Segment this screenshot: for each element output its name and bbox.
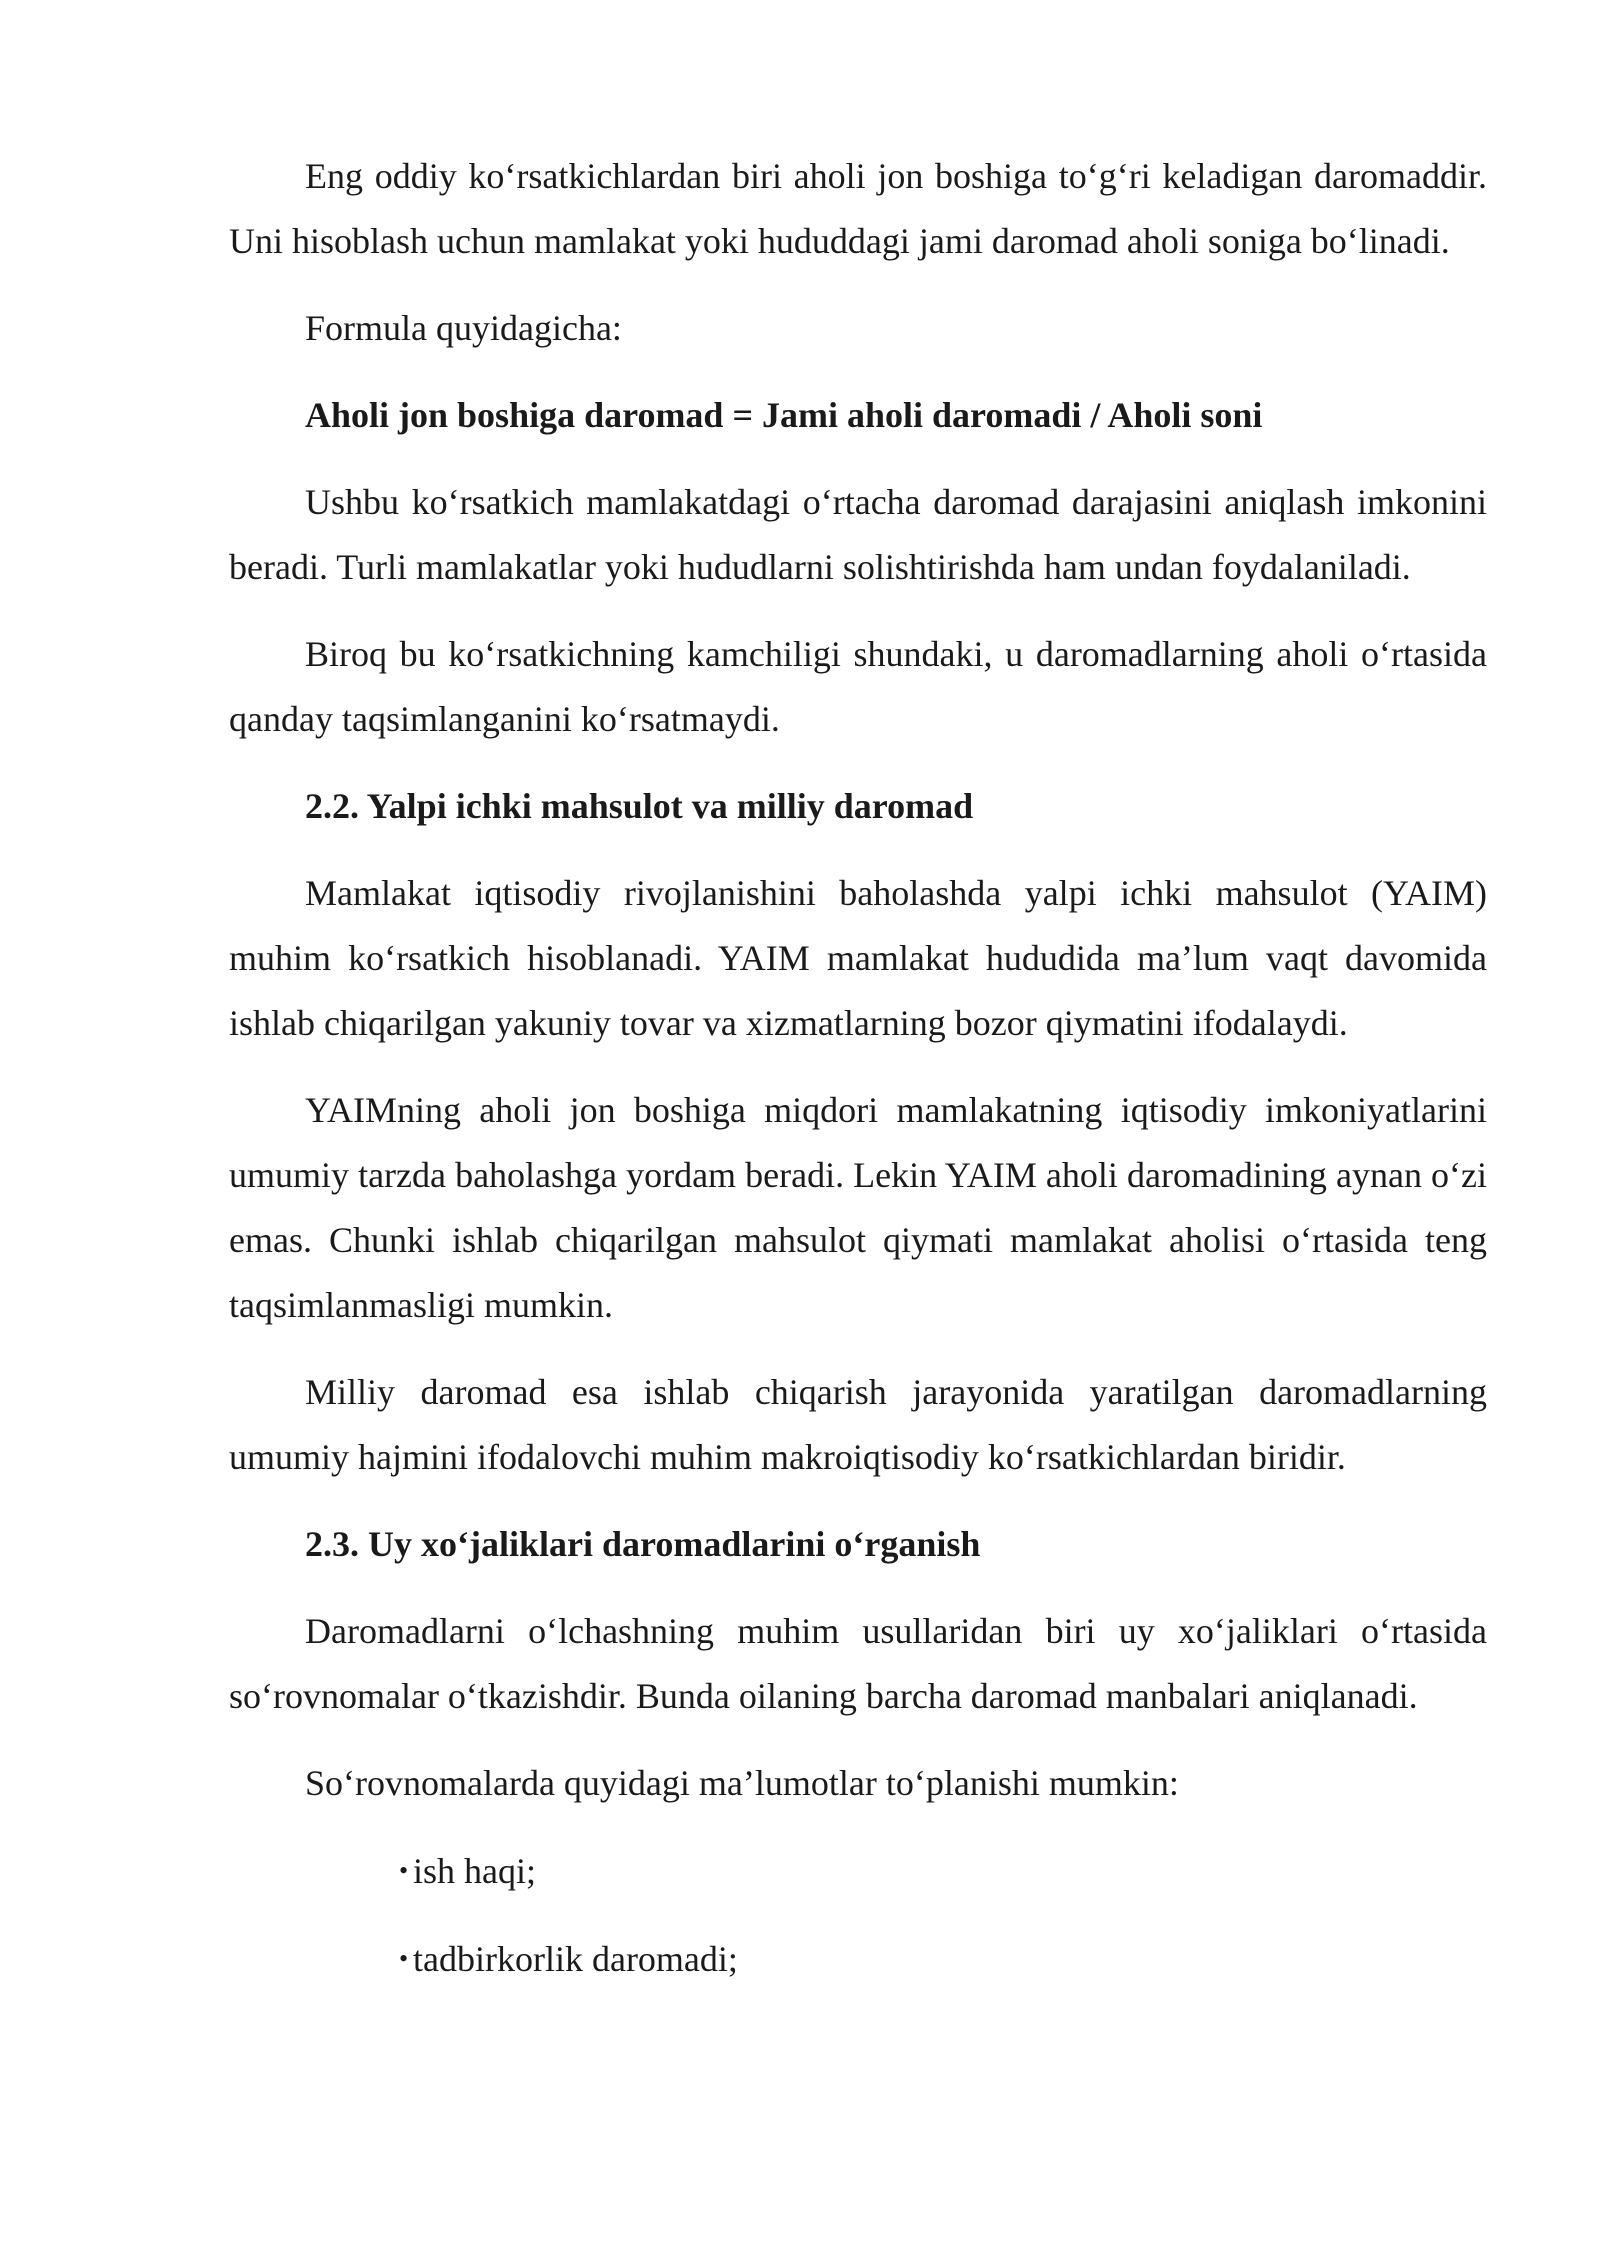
- document-body: [229, 144, 1487, 2014]
- paragraph-indicator-drawback: Biroq bu ko‘rsatkichning kamchiligi shundaki, u daromadlarning aholi o‘rtasida qanday taqsimlanganini ko‘rsatmaydi.: [229, 634, 1487, 739]
- paragraph-indicator-purpose: Ushbu ko‘rsatkich mamlakatdagi o‘rtacha daromad darajasini aniqlash imkonini beradi. Turli mamlakatlar yoki hududlarni solishtirishda ham undan foydalaniladi.: [229, 482, 1487, 587]
- paragraph-per-capita-income: Eng oddiy ko‘rsatkichlardan biri aholi jon boshiga to‘g‘ri keladigan daromaddir. Uni hisoblash uchun mamlakat yoki hududdagi jami daromad aholi soniga bo‘linadi.: [229, 156, 1487, 261]
- paragraph-gdp-per-capita: YAIMning aholi jon boshiga miqdori mamlakatning iqtisodiy imkoniyatlarini umumiy tarzda baholashga yordam beradi. Lekin YAIM aholi daromadining aynan o‘zi emas. Chunki ishlab chiqarilgan mahsulot qiymati mamlakat aholisi o‘rtasida teng taqsimlanmasligi mumkin.: [229, 1090, 1487, 1325]
- list-item-text: ish haqi;: [413, 1851, 536, 1891]
- section-heading-2-2: 2.2. Yalpi ichki mahsulot va milliy daromad: [305, 786, 974, 826]
- section-heading-2-3: 2.3. Uy xo‘jaliklari daromadlarini o‘rganish: [305, 1524, 981, 1564]
- bullet-icon: •: [399, 1944, 409, 1973]
- formula-per-capita-income: Aholi jon boshiga daromad = Jami aholi daromadi / Aholi soni: [305, 395, 1263, 435]
- list-item-text: tadbirkorlik daromadi;: [413, 1939, 738, 1979]
- paragraph-gdp-definition: Mamlakat iqtisodiy rivojlanishini baholashda yalpi ichki mahsulot (YAIM) muhim ko‘rsatkich hisoblanadi. YAIM mamlakat hududida ma’lum vaqt davomida ishlab chiqarilgan yakuniy tovar va xizmatlarning bozor qiymatini ifodalaydi.: [229, 873, 1487, 1043]
- paragraph-household-surveys: Daromadlarni o‘lchashning muhim usullaridan biri uy xo‘jaliklari o‘rtasida so‘rovnomalar o‘tkazishdir. Bunda oilaning barcha daromad manbalari aniqlanadi.: [229, 1611, 1487, 1716]
- paragraph-national-income: Milliy daromad esa ishlab chiqarish jarayonida yaratilgan daromadlarning umumiy hajmini ifodalovchi muhim makroiqtisodiy ko‘rsatkichlardan biridir.: [229, 1372, 1487, 1477]
- list-item: [229, 1926, 1487, 1992]
- bullet-icon: •: [399, 1856, 409, 1885]
- formula-intro: Formula quyidagicha:: [305, 308, 622, 348]
- survey-data-list: [229, 1838, 1487, 1992]
- list-item: [229, 1838, 1487, 1904]
- paragraph-survey-data-intro: So‘rovnomalarda quyidagi ma’lumotlar to‘planishi mumkin:: [305, 1763, 1179, 1803]
